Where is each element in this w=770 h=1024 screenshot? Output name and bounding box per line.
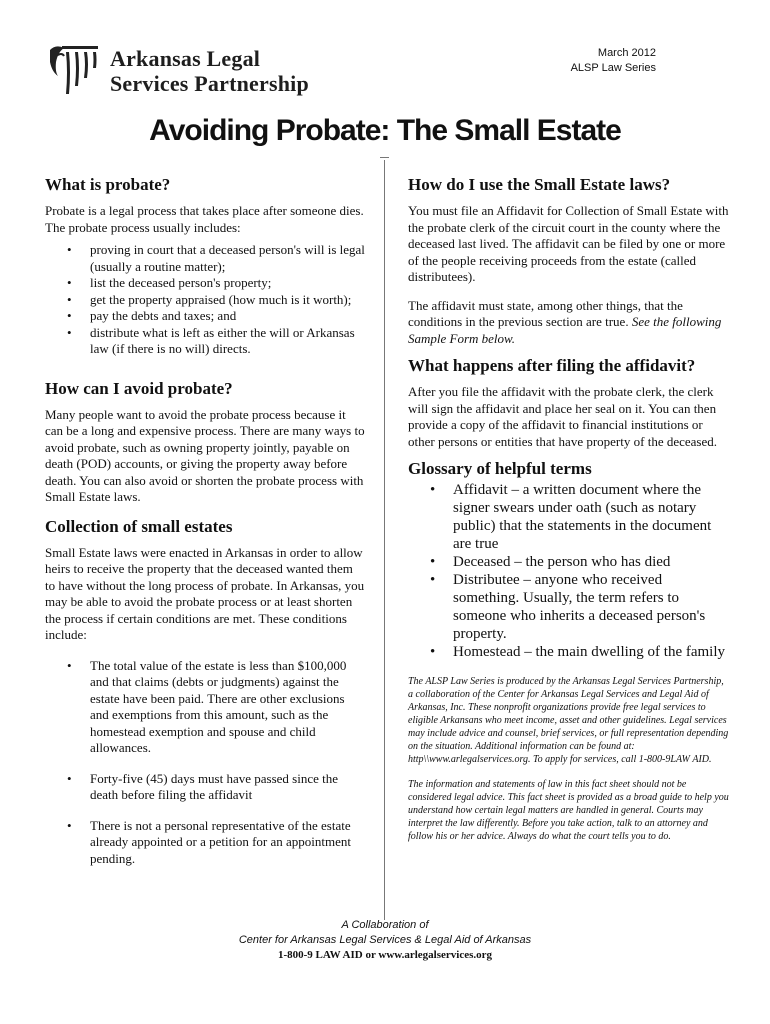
footer (0, 918, 770, 963)
list-item: • get the property appraised (how much is it worth); (45, 292, 365, 309)
collection-text: Small Estate laws were enacted in Arkansas in order to allow heirs to receive the property that the deceased wanted them to have without the long process of probate. In Arkansas, you may be able to avoid the probate process or at least shorten the process if certain conditions are met. These conditions include: (45, 544, 365, 642)
collection-heading: Collection of small estates (45, 516, 233, 536)
right-column (408, 174, 730, 843)
use-small-estate-text-1: You must file an Affidavit for Collection of Small Estate with the probate clerk of the circuit court in the county where the deceased last lived. The affidavit can be filed by one or more of the people receiving proceeds from the estate (called distributees). (408, 203, 729, 284)
alsp-logo (46, 40, 336, 104)
use-small-estate-heading: How do I use the Small Estate laws? (408, 175, 671, 194)
sample-form-reference: See the following Sample Form below. (408, 314, 722, 346)
column-divider-tick (380, 157, 389, 158)
series-meta (571, 46, 656, 76)
list-item: • list the deceased person's property; (45, 275, 365, 292)
glossary-item: • Affidavit – a written document where the signer swears under oath (such as notary public) that the statements in the document are true (408, 481, 730, 553)
what-is-probate-heading: What is probate? (45, 175, 171, 194)
logo-line-2: Services Partnership (110, 71, 309, 96)
after-filing-heading: What happens after filing the affidavit? (408, 356, 696, 375)
alsp-series-note: The ALSP Law Series is produced by the Arkansas Legal Services Partnership, a collaboration of the Center for Arkansas Legal Services and Legal Aid of Arkansas, Inc. These nonprofit organizations provide free legal services to eligible Arkansans who meet income, asset and other guidelines. Legal services may include advice and counsel, brief services, or full representation depending on the situation. Additional information can be found at: http\\www.arlegalservices.org. To apply for services, call 1-800-9LAW AID. (408, 676, 729, 765)
publication-date: March 2012 (597, 47, 656, 59)
legal-disclaimer: The information and statements of law in this fact sheet should not be considered legal advice. This fact sheet is provided as a broad guide to help you understand how certain legal matters are handled in general. Courts may interpret the law differently. Before you take action, talk to an attorney and follow his or her advice. Always do what the court tells you to do. (408, 779, 729, 842)
footer-contact: 1-800-9 LAW AID or www.arlegalservices.org (277, 949, 493, 961)
avoid-probate-heading: How can I avoid probate? (45, 378, 233, 398)
glossary-heading: Glossary of helpful terms (408, 459, 592, 478)
glossary-item: • Distributee – anyone who received something. Usually, the term refers to someone who inherits a deceased person's property. (408, 571, 730, 643)
list-item: • The total value of the estate is less than $100,000 and that claims (debts or judgments) against the estate have been paid. There are other exclusions and exemptions from this amount, such as the homestead exemption and spouse and child allowances. (45, 658, 365, 757)
probate-steps-list (45, 242, 365, 358)
avoid-probate-text: Many people want to avoid the probate process because it can be a long and expensive process. There are many ways to avoid probate, such as owning property jointly, payable on death (POD) accounts, or giving the property away before death. You can also avoid or shorten the probate process with Small Estate laws. (45, 406, 365, 504)
left-column (45, 174, 365, 867)
footer-collaboration: A Collaboration of (341, 919, 429, 931)
conditions-list (45, 658, 365, 868)
list-item: • proving in court that a deceased person's will is legal (usually a routine matter); (45, 242, 365, 275)
list-item: • pay the debts and taxes; and (45, 308, 365, 325)
list-item: • There is not a personal representative of the estate already appointed or a petition for an appointment pending. (45, 818, 365, 868)
what-is-probate-text: Probate is a legal process that takes place after someone dies. The probate process usually includes: (45, 203, 364, 235)
glossary-item: • Homestead – the main dwelling of the family (408, 643, 730, 661)
page-title: Avoiding Probate: The Small Estate (149, 114, 621, 147)
footer-organizations: Center for Arkansas Legal Services & Legal Aid of Arkansas (238, 934, 532, 946)
after-filing-text: After you file the affidavit with the probate clerk, the clerk will sign the affidavit and place her seal on it. You can then provide a copy of the affidavit to financial institutions or other persons or entities that have property of the deceased. (408, 384, 717, 449)
glossary-list (408, 481, 730, 661)
logo-line-1: Arkansas Legal (110, 46, 261, 71)
affidavit-statement: The affidavit must state, among other things, that the conditions in the previous section are true. (408, 297, 683, 329)
glossary-item: • Deceased – the person who has died (408, 553, 730, 571)
series-name: ALSP Law Series (570, 62, 656, 74)
list-item: • Forty-five (45) days must have passed since the death before filing the affidavit (45, 771, 365, 804)
logo-text (110, 46, 309, 96)
use-small-estate-text-2 (408, 298, 730, 348)
column-divider (384, 160, 385, 920)
list-item: • distribute what is left as either the will or Arkansas law (if there is no will) directs. (45, 325, 365, 358)
alsp-logo-icon (46, 42, 100, 100)
